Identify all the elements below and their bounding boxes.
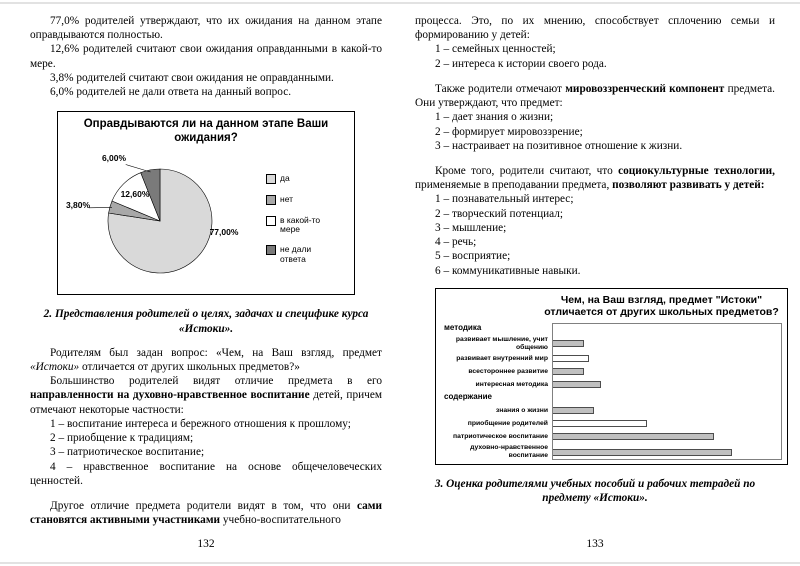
pie-chart — [57, 111, 355, 295]
bar-track — [552, 379, 783, 390]
paragraph-expectations-12: 12,6% родителей считают свои ожидания оправданными в какой-то мере. — [30, 43, 382, 70]
bar-row — [440, 379, 783, 390]
pie-chart-legend — [266, 174, 344, 264]
legend-label: нет — [280, 193, 294, 204]
bar — [552, 449, 732, 456]
bar-row — [440, 392, 783, 403]
bar-row — [440, 353, 783, 364]
list-item: 1 – познавательный интерес; — [435, 193, 574, 206]
legend-label: не дали ответа — [280, 244, 312, 264]
page-132 — [30, 14, 382, 560]
bar-category-label: приобщение родителей — [467, 420, 548, 428]
list-item: 1 – дает знания о жизни; — [435, 111, 554, 124]
bar-chart-body — [440, 323, 783, 460]
bar-category-label: всестороннее развитие — [468, 367, 548, 375]
page-133 — [415, 14, 779, 560]
bar-category-label: интересная методика — [475, 380, 548, 388]
list-item: 1 – семейных ценностей; — [435, 43, 556, 56]
list-item: 2 – интереса к истории своего рода. — [435, 57, 607, 70]
paragraph-technologies — [415, 164, 775, 192]
text-segment: Большинство родителей видят отличие предмета в его — [50, 375, 382, 388]
list-item: 5 – восприятие; — [435, 250, 511, 263]
bar-chart — [435, 288, 788, 465]
bar-category-label: патриотическое воспитание — [453, 433, 548, 441]
bar-row — [440, 405, 783, 416]
list-item: 3 – мышление; — [435, 221, 507, 234]
bar-track — [552, 336, 783, 351]
bar — [552, 355, 589, 362]
bar-category-label: развивает внутренний мир — [456, 354, 548, 362]
text-segment: отличается от других школьных предметов?» — [79, 360, 300, 373]
legend-swatch — [266, 174, 276, 184]
pie-chart-plot — [62, 151, 266, 287]
pie-value-label: 12,60% — [120, 188, 150, 199]
text-segment-bold: мировоззренческий компонент — [565, 82, 725, 95]
paragraph-other-difference — [30, 499, 382, 527]
list-item: 1 – воспитание интереса и бережного отношения к прошлому; — [50, 417, 351, 430]
list-item: 2 – творческий потенциал; — [435, 207, 564, 220]
bar-row — [440, 418, 783, 429]
list-item: 6 – коммуникативные навыки. — [435, 264, 581, 277]
section-heading-2: 2. Представления родителей о целях, задачах и специфике курса «Истоки». — [43, 308, 369, 335]
bar-track — [552, 353, 783, 364]
pie-leader-line — [126, 164, 151, 172]
legend-item — [266, 216, 344, 235]
bar-category-label: развивает мышление, учит общению — [455, 335, 548, 351]
legend-item — [266, 245, 344, 264]
bar — [552, 340, 584, 347]
text-segment: Родителям был задан вопрос: «Чем, на Ваш взгляд, предмет — [50, 346, 382, 359]
list-item: 3 – настраивает на позитивное отношение к жизни. — [435, 139, 683, 152]
paragraph-expectations-77: 77,0% родителей утверждают, что их ожидания на данном этапе оправдываются полностью. — [30, 15, 382, 42]
scan-edge-bottom — [0, 562, 800, 564]
bar — [552, 433, 714, 440]
legend-swatch — [266, 216, 276, 226]
bar-group-header: методика — [444, 322, 482, 332]
pie-chart-body — [62, 145, 350, 292]
list-item: 2 – формирует мировоззрение; — [435, 125, 583, 138]
paragraph-expectations-3: 3,8% родителей считают свои ожидания не оправданными. — [50, 71, 334, 84]
list-item: 3 – патриотическое воспитание; — [50, 446, 205, 459]
legend-swatch — [266, 195, 276, 205]
bar-row — [440, 336, 783, 351]
bar-row — [440, 323, 783, 334]
pie-value-label: 3,80% — [65, 199, 91, 210]
pie-value-label: 6,00% — [101, 152, 127, 163]
text-segment-bold: направленности на духовно-нравственное воспитание — [30, 389, 310, 402]
legend-swatch — [266, 245, 276, 255]
bar-row — [440, 366, 783, 377]
text-segment: Другое отличие предмета родители видят в том, что они — [50, 499, 357, 512]
section-heading-3: 3. Оценка родителями учебных пособий и рабочих тетрадей по предмету «Истоки». — [434, 477, 756, 504]
legend-item — [266, 195, 344, 205]
text-segment: учебно-воспитательного — [220, 514, 341, 527]
legend-item — [266, 174, 344, 184]
list-item: 4 – речь; — [435, 236, 477, 249]
pie-value-label: 77,00% — [209, 226, 239, 237]
bar-row — [440, 444, 783, 459]
text-segment-bold: сами становятся активными участниками — [30, 499, 382, 527]
bar-track — [552, 431, 783, 442]
paragraph-majority — [30, 374, 382, 417]
list-item: 2 – приобщение к традициям; — [50, 432, 194, 445]
bar-group-header: содержание — [444, 392, 492, 402]
bar — [552, 368, 584, 375]
bar — [552, 381, 601, 388]
pie-chart-title: Оправдываются ли на данном этапе Ваши ожидания? — [83, 118, 329, 144]
bar-track — [552, 366, 783, 377]
bar-track — [552, 405, 783, 416]
bar — [552, 420, 647, 427]
text-segment: применяемые в преподавании предмета, — [415, 179, 613, 192]
paragraph-continuation: процесса. Это, по их мнению, способствует сплочению семьи и формированию у детей: — [415, 15, 775, 42]
bar-track — [552, 323, 783, 334]
bar-track — [552, 392, 783, 403]
text-segment-bold: социокультурные технологии, — [618, 164, 775, 177]
bar-category-label: духовно-нравственное воспитание — [470, 444, 548, 460]
text-segment-italic: «Истоки» — [30, 360, 80, 373]
paragraph-expectations-6: 6,0% родителей не дали ответа на данный вопрос. — [50, 86, 292, 99]
bar-track — [552, 418, 783, 429]
bar-category-label: знания о жизни — [495, 407, 548, 414]
bar — [552, 407, 594, 414]
text-segment: детей, причем отмечают некоторые частности: — [30, 389, 382, 416]
page-number-right: 133 — [586, 538, 604, 550]
paragraph-question — [30, 346, 382, 374]
bar-chart-rows — [440, 323, 783, 460]
legend-label: в какой-то мере — [280, 214, 321, 235]
text-segment: Кроме того, родители считают, что — [435, 164, 619, 177]
paragraph-worldview — [415, 82, 775, 110]
scan-edge-top — [0, 2, 800, 4]
text-segment: предмета. Они утверждают, что предмет: — [415, 82, 775, 110]
bar-track — [552, 444, 783, 459]
text-segment-bold: позволяют развивать у детей: — [612, 179, 765, 192]
legend-label: да — [280, 172, 290, 183]
text-segment: Также родители отмечают — [435, 82, 566, 95]
bar-row — [440, 431, 783, 442]
bar-chart-title: Чем, на Ваш взгляд, предмет "Истоки" отличается от других школьных предметов? — [544, 293, 779, 319]
page-number-left: 132 — [197, 538, 215, 550]
list-item: 4 – нравственное воспитание на основе общечеловеческих ценностей. — [30, 460, 382, 487]
